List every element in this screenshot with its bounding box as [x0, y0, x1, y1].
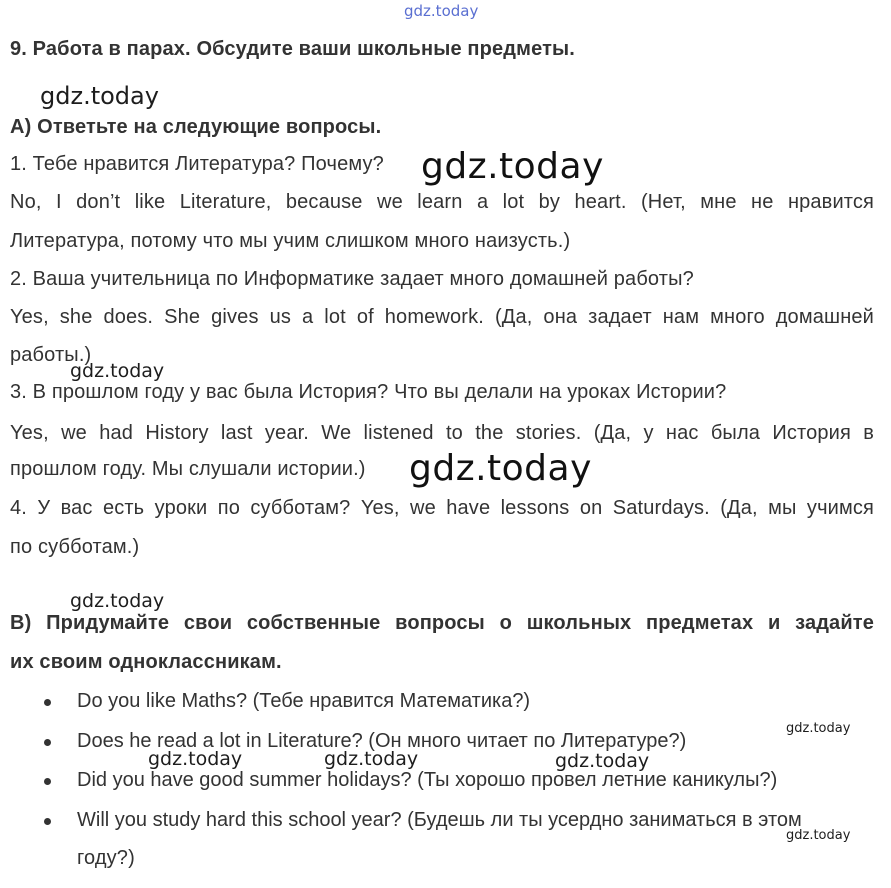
watermark: gdz.today: [555, 750, 650, 772]
answer-1-line-2: Литература, потому что мы учим слишком много наизусть.): [10, 230, 571, 252]
question-4-line-1: 4. У вас есть уроки по субботам? Yes, we have lessons on Saturdays. (Да, мы учимся: [10, 497, 874, 519]
answer-2-line-2: работы.): [10, 344, 92, 366]
question-2: 2. Ваша учительница по Информатике задает много домашней работы?: [10, 268, 694, 290]
section-a-heading: A) Ответьте на следующие вопросы.: [10, 116, 382, 138]
bullet-icon: [44, 818, 51, 825]
list-item-text: Will you study hard this school year? (Будешь ли ты усердно заниматься в этом: [77, 809, 802, 831]
question-3: 3. В прошлом году у вас была История? Что вы делали на уроках Истории?: [10, 381, 727, 403]
section-b-heading-line-2: их своим одноклассникам.: [10, 651, 282, 673]
exercise-title: 9. Работа в парах. Обсудите ваши школьные предметы.: [10, 38, 575, 60]
list-item: [0, 689, 891, 715]
list-item: [0, 768, 891, 794]
watermark: gdz.today: [70, 590, 165, 612]
watermark: gdz.today: [404, 2, 479, 20]
list-item: [0, 808, 891, 834]
answer-3-line-1: Yes, we had History last year. We listened to the stories. (Да, у нас была История в: [10, 422, 874, 444]
bullet-icon: [44, 739, 51, 746]
watermark: gdz.today: [40, 82, 159, 110]
question-1: 1. Тебе нравится Литература? Почему?: [10, 153, 384, 175]
list-item: [0, 729, 891, 755]
answer-1-line-1: No, I don’t like Literature, because we learn a lot by heart. (Нет, мне не нравится: [10, 191, 874, 213]
question-4-line-2: по субботам.): [10, 536, 140, 558]
watermark: gdz.today: [786, 828, 851, 843]
list-item-text: Does he read a lot in Literature? (Он много читает по Литературе?): [77, 730, 687, 752]
section-b-heading-line-1: B) Придумайте свои собственные вопросы о школьных предметах и задайте: [10, 612, 874, 634]
list-item-text: Did you have good summer holidays? (Ты хорошо провел летние каникулы?): [77, 769, 778, 791]
list-item-continuation: году?): [77, 847, 135, 869]
watermark: gdz.today: [324, 748, 419, 770]
watermark: gdz.today: [409, 448, 592, 489]
answer-3-line-2: прошлом году. Мы слушали истории.): [10, 458, 366, 480]
watermark: gdz.today: [148, 748, 243, 770]
watermark: gdz.today: [421, 146, 604, 187]
bullet-icon: [44, 699, 51, 706]
list-item-text: Do you like Maths? (Тебе нравится Математика?): [77, 690, 531, 712]
watermark: gdz.today: [786, 721, 851, 736]
bullet-icon: [44, 778, 51, 785]
answer-2-line-1: Yes, she does. She gives us a lot of homework. (Да, она задает нам много домашней: [10, 306, 874, 328]
watermark: gdz.today: [70, 360, 165, 382]
